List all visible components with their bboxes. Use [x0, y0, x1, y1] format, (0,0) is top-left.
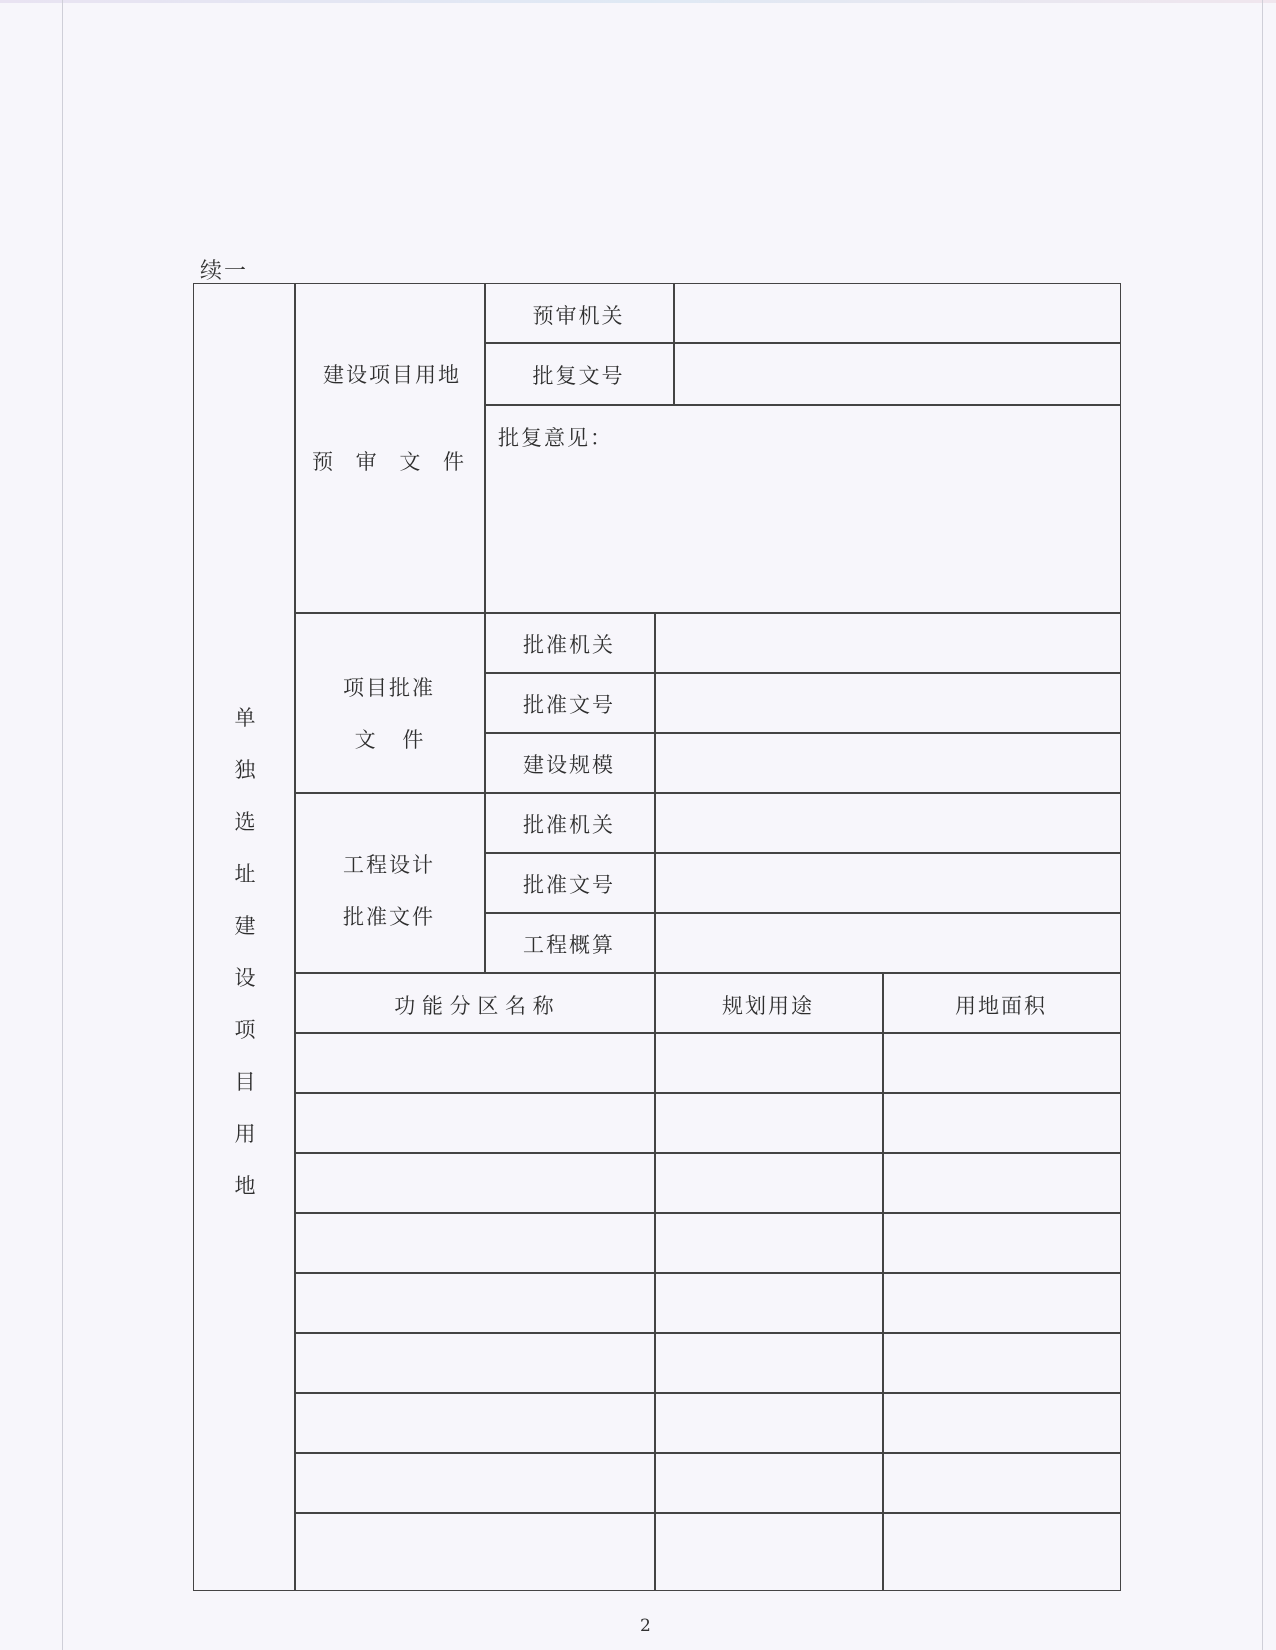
approval-scale-field[interactable]: [656, 734, 1118, 792]
scan-right-edge: [1262, 0, 1263, 1650]
zones-header-usage: 规划用途: [722, 994, 814, 1018]
zones-header-name: 功 能 分 区 名 称: [394, 994, 554, 1018]
zone-usage-cell[interactable]: [656, 1514, 882, 1588]
zone-area-cell[interactable]: [884, 1214, 1118, 1272]
approval-title-line2: 文 件: [354, 728, 424, 752]
pre-review-row-line-2: [484, 404, 1120, 406]
pre-review-title-line1: 建设项目用地: [323, 363, 461, 387]
zone-area-cell[interactable]: [884, 1274, 1118, 1332]
zone-area-cell[interactable]: [884, 1394, 1118, 1452]
zone-name-cell[interactable]: [296, 1154, 654, 1212]
land-use-form: [193, 283, 1121, 1591]
zone-name-cell[interactable]: [296, 1394, 654, 1452]
section-3-bottom: [294, 972, 1120, 974]
scan-left-edge: [62, 0, 63, 1650]
zone-name-cell[interactable]: [296, 1094, 654, 1152]
pre-review-doc-no-label: 批复文号: [532, 364, 625, 388]
zone-usage-cell[interactable]: [656, 1394, 882, 1452]
zone-name-cell[interactable]: [296, 1274, 654, 1332]
zone-area-cell[interactable]: [884, 1094, 1118, 1152]
zone-name-cell[interactable]: [296, 1514, 654, 1588]
page-number: 2: [640, 1616, 651, 1636]
zone-name-cell[interactable]: [296, 1454, 654, 1512]
zones-header-area: 用地面积: [955, 994, 1047, 1018]
approval-doc-no-label: 批准文号: [523, 693, 615, 717]
approval-doc-no-field[interactable]: [656, 674, 1118, 732]
pre-review-authority-label: 预审机关: [532, 304, 625, 328]
design-title-line1: 工程设计: [343, 853, 435, 877]
zone-usage-cell[interactable]: [656, 1154, 882, 1212]
scan-top-edge: [0, 0, 1276, 3]
design-budget-label: 工程概算: [523, 933, 615, 957]
design-authority-label: 批准机关: [523, 813, 615, 837]
pre-review-doc-no-field[interactable]: [675, 344, 1118, 404]
zone-area-cell[interactable]: [884, 1454, 1118, 1512]
zone-name-cell[interactable]: [296, 1034, 654, 1092]
approval-scale-label: 建设规模: [523, 753, 615, 777]
zone-area-cell[interactable]: [884, 1334, 1118, 1392]
approval-authority-label: 批准机关: [523, 633, 615, 657]
zone-area-cell[interactable]: [884, 1034, 1118, 1092]
zone-usage-cell[interactable]: [656, 1034, 882, 1092]
continued-label: 续一: [200, 259, 249, 284]
zone-usage-cell[interactable]: [656, 1274, 882, 1332]
design-authority-field[interactable]: [656, 794, 1118, 852]
design-budget-field[interactable]: [656, 914, 1118, 972]
zone-name-cell[interactable]: [296, 1214, 654, 1272]
side-title: 单 独 选 址 建 设 项 目 用 地: [234, 706, 256, 1198]
zone-usage-cell[interactable]: [656, 1094, 882, 1152]
zone-area-cell[interactable]: [884, 1154, 1118, 1212]
design-doc-no-field[interactable]: [656, 854, 1118, 912]
pre-review-opinion-label: 批复意见：: [498, 426, 613, 450]
zone-usage-cell[interactable]: [656, 1214, 882, 1272]
pre-review-authority-field[interactable]: [675, 286, 1118, 342]
pre-review-title-line2: 预 审 文 件: [311, 450, 473, 474]
design-title-line2: 批准文件: [343, 905, 435, 929]
approval-authority-field[interactable]: [656, 614, 1118, 672]
zone-usage-cell[interactable]: [656, 1334, 882, 1392]
zone-usage-cell[interactable]: [656, 1454, 882, 1512]
zone-name-cell[interactable]: [296, 1334, 654, 1392]
design-doc-no-label: 批准文号: [523, 873, 615, 897]
zone-area-cell[interactable]: [884, 1514, 1118, 1588]
approval-title-line1: 项目批准: [343, 676, 435, 700]
pre-review-opinion-field[interactable]: [486, 454, 1118, 610]
